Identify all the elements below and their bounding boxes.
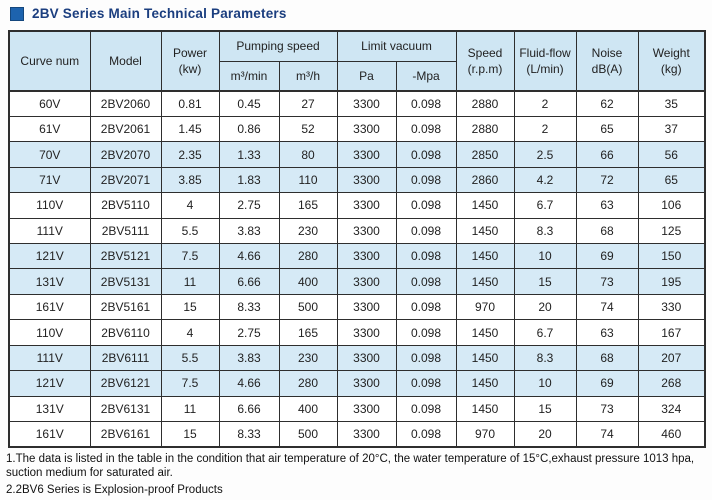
cell-m3-min: 3.83 bbox=[219, 218, 279, 243]
table-row bbox=[9, 167, 705, 192]
cell-mpa: 0.098 bbox=[396, 371, 456, 396]
cell-m3-h: 400 bbox=[279, 269, 337, 294]
table-row bbox=[9, 244, 705, 269]
cell-m3-h: 52 bbox=[279, 116, 337, 141]
cell-weight: 330 bbox=[638, 294, 705, 319]
cell-curve-num: 131V bbox=[9, 269, 90, 294]
cell-weight: 106 bbox=[638, 193, 705, 218]
cell-curve-num: 161V bbox=[9, 421, 90, 447]
cell-m3-min: 4.66 bbox=[219, 244, 279, 269]
header-m3-min: m³/min bbox=[219, 61, 279, 91]
cell-mpa: 0.098 bbox=[396, 167, 456, 192]
cell-noise: 72 bbox=[576, 167, 638, 192]
cell-noise: 68 bbox=[576, 218, 638, 243]
cell-model: 2BV5121 bbox=[90, 244, 161, 269]
cell-weight: 268 bbox=[638, 371, 705, 396]
header-mpa: -Mpa bbox=[396, 61, 456, 91]
cell-m3-min: 2.75 bbox=[219, 193, 279, 218]
cell-m3-min: 6.66 bbox=[219, 269, 279, 294]
cell-fluid-flow: 6.7 bbox=[514, 193, 576, 218]
cell-power: 4 bbox=[161, 193, 219, 218]
header-noise: Noise dB(A) bbox=[576, 31, 638, 91]
cell-m3-h: 280 bbox=[279, 244, 337, 269]
table-row bbox=[9, 142, 705, 167]
cell-speed: 2850 bbox=[456, 142, 514, 167]
cell-weight: 195 bbox=[638, 269, 705, 294]
cell-m3-min: 8.33 bbox=[219, 294, 279, 319]
cell-weight: 324 bbox=[638, 396, 705, 421]
cell-noise: 74 bbox=[576, 421, 638, 447]
cell-curve-num: 131V bbox=[9, 396, 90, 421]
cell-curve-num: 111V bbox=[9, 218, 90, 243]
cell-weight: 167 bbox=[638, 320, 705, 345]
cell-m3-h: 165 bbox=[279, 193, 337, 218]
cell-pa: 3300 bbox=[337, 91, 396, 116]
cell-model: 2BV6161 bbox=[90, 421, 161, 447]
cell-noise: 69 bbox=[576, 244, 638, 269]
cell-curve-num: 121V bbox=[9, 244, 90, 269]
cell-fluid-flow: 2 bbox=[514, 91, 576, 116]
table-row bbox=[9, 91, 705, 116]
cell-curve-num: 111V bbox=[9, 345, 90, 370]
cell-speed: 1450 bbox=[456, 396, 514, 421]
cell-speed: 2880 bbox=[456, 91, 514, 116]
cell-model: 2BV6110 bbox=[90, 320, 161, 345]
cell-weight: 56 bbox=[638, 142, 705, 167]
cell-speed: 1450 bbox=[456, 218, 514, 243]
table-row bbox=[9, 371, 705, 396]
cell-noise: 73 bbox=[576, 396, 638, 421]
cell-speed: 2860 bbox=[456, 167, 514, 192]
cell-mpa: 0.098 bbox=[396, 244, 456, 269]
cell-noise: 73 bbox=[576, 269, 638, 294]
cell-model: 2BV6121 bbox=[90, 371, 161, 396]
cell-m3-h: 165 bbox=[279, 320, 337, 345]
cell-m3-min: 0.86 bbox=[219, 116, 279, 141]
cell-power: 2.35 bbox=[161, 142, 219, 167]
header-power: Power (kw) bbox=[161, 31, 219, 91]
cell-fluid-flow: 8.3 bbox=[514, 345, 576, 370]
cell-speed: 970 bbox=[456, 421, 514, 447]
cell-weight: 37 bbox=[638, 116, 705, 141]
cell-mpa: 0.098 bbox=[396, 142, 456, 167]
table-row bbox=[9, 193, 705, 218]
cell-curve-num: 60V bbox=[9, 91, 90, 116]
cell-model: 2BV5111 bbox=[90, 218, 161, 243]
cell-speed: 970 bbox=[456, 294, 514, 319]
table-row bbox=[9, 218, 705, 243]
footnotes bbox=[6, 453, 708, 500]
cell-power: 4 bbox=[161, 320, 219, 345]
header-limit-vacuum: Limit vacuum bbox=[337, 31, 456, 61]
cell-noise: 69 bbox=[576, 371, 638, 396]
cell-pa: 3300 bbox=[337, 345, 396, 370]
cell-mpa: 0.098 bbox=[396, 421, 456, 447]
title-bullet-icon bbox=[10, 7, 24, 21]
cell-curve-num: 121V bbox=[9, 371, 90, 396]
cell-speed: 1450 bbox=[456, 269, 514, 294]
cell-speed: 1450 bbox=[456, 345, 514, 370]
cell-m3-min: 4.66 bbox=[219, 371, 279, 396]
header-model: Model bbox=[90, 31, 161, 91]
cell-curve-num: 71V bbox=[9, 167, 90, 192]
cell-weight: 35 bbox=[638, 91, 705, 116]
cell-m3-min: 2.75 bbox=[219, 320, 279, 345]
cell-noise: 65 bbox=[576, 116, 638, 141]
page-title-bar bbox=[10, 6, 287, 21]
table-row bbox=[9, 421, 705, 447]
header-curve-num: Curve num bbox=[9, 31, 90, 91]
cell-m3-min: 0.45 bbox=[219, 91, 279, 116]
cell-power: 15 bbox=[161, 294, 219, 319]
cell-m3-h: 230 bbox=[279, 218, 337, 243]
cell-curve-num: 110V bbox=[9, 320, 90, 345]
cell-m3-h: 280 bbox=[279, 371, 337, 396]
footnote-1: 1.The data is listed in the table in the condition that air temperature of 20°C, the water temperature of 15°C,exhaust pressure 1013 hpa, suction medium for saturated air. bbox=[6, 453, 695, 479]
cell-m3-h: 500 bbox=[279, 294, 337, 319]
cell-curve-num: 110V bbox=[9, 193, 90, 218]
cell-pa: 3300 bbox=[337, 193, 396, 218]
header-m3-h: m³/h bbox=[279, 61, 337, 91]
cell-m3-h: 230 bbox=[279, 345, 337, 370]
cell-mpa: 0.098 bbox=[396, 345, 456, 370]
cell-noise: 66 bbox=[576, 142, 638, 167]
cell-mpa: 0.098 bbox=[396, 218, 456, 243]
cell-fluid-flow: 6.7 bbox=[514, 320, 576, 345]
table-row bbox=[9, 294, 705, 319]
table-body bbox=[9, 91, 705, 447]
cell-pa: 3300 bbox=[337, 244, 396, 269]
cell-power: 15 bbox=[161, 421, 219, 447]
header-pa: Pa bbox=[337, 61, 396, 91]
cell-fluid-flow: 15 bbox=[514, 269, 576, 294]
cell-m3-min: 1.33 bbox=[219, 142, 279, 167]
cell-pa: 3300 bbox=[337, 320, 396, 345]
cell-m3-min: 8.33 bbox=[219, 421, 279, 447]
cell-model: 2BV2061 bbox=[90, 116, 161, 141]
cell-pa: 3300 bbox=[337, 269, 396, 294]
cell-weight: 125 bbox=[638, 218, 705, 243]
cell-mpa: 0.098 bbox=[396, 193, 456, 218]
cell-m3-min: 6.66 bbox=[219, 396, 279, 421]
header-pumping-speed: Pumping speed bbox=[219, 31, 337, 61]
table-row bbox=[9, 345, 705, 370]
cell-m3-h: 400 bbox=[279, 396, 337, 421]
cell-mpa: 0.098 bbox=[396, 116, 456, 141]
table-header bbox=[9, 31, 705, 91]
header-weight: Weight (kg) bbox=[638, 31, 705, 91]
cell-m3-min: 3.83 bbox=[219, 345, 279, 370]
cell-speed: 2880 bbox=[456, 116, 514, 141]
cell-weight: 65 bbox=[638, 167, 705, 192]
cell-weight: 460 bbox=[638, 421, 705, 447]
cell-model: 2BV6131 bbox=[90, 396, 161, 421]
cell-curve-num: 61V bbox=[9, 116, 90, 141]
cell-m3-min: 1.83 bbox=[219, 167, 279, 192]
footnote-2: 2.2BV6 Series is Explosion-proof Products bbox=[6, 484, 223, 497]
cell-speed: 1450 bbox=[456, 320, 514, 345]
cell-m3-h: 27 bbox=[279, 91, 337, 116]
cell-model: 2BV2060 bbox=[90, 91, 161, 116]
cell-model: 2BV2070 bbox=[90, 142, 161, 167]
cell-pa: 3300 bbox=[337, 116, 396, 141]
cell-fluid-flow: 4.2 bbox=[514, 167, 576, 192]
technical-parameters-table bbox=[8, 30, 706, 448]
cell-fluid-flow: 8.3 bbox=[514, 218, 576, 243]
page-title: 2BV Series Main Technical Parameters bbox=[32, 6, 287, 21]
cell-speed: 1450 bbox=[456, 244, 514, 269]
cell-pa: 3300 bbox=[337, 421, 396, 447]
cell-model: 2BV5110 bbox=[90, 193, 161, 218]
cell-pa: 3300 bbox=[337, 294, 396, 319]
cell-model: 2BV5131 bbox=[90, 269, 161, 294]
cell-weight: 207 bbox=[638, 345, 705, 370]
cell-power: 3.85 bbox=[161, 167, 219, 192]
cell-speed: 1450 bbox=[456, 371, 514, 396]
cell-pa: 3300 bbox=[337, 167, 396, 192]
cell-power: 5.5 bbox=[161, 345, 219, 370]
table-row bbox=[9, 320, 705, 345]
cell-fluid-flow: 10 bbox=[514, 371, 576, 396]
table-row bbox=[9, 269, 705, 294]
cell-fluid-flow: 2 bbox=[514, 116, 576, 141]
cell-power: 7.5 bbox=[161, 371, 219, 396]
cell-fluid-flow: 10 bbox=[514, 244, 576, 269]
header-speed: Speed (r.p.m) bbox=[456, 31, 514, 91]
cell-m3-h: 110 bbox=[279, 167, 337, 192]
cell-pa: 3300 bbox=[337, 218, 396, 243]
cell-fluid-flow: 20 bbox=[514, 294, 576, 319]
cell-fluid-flow: 20 bbox=[514, 421, 576, 447]
cell-mpa: 0.098 bbox=[396, 269, 456, 294]
cell-power: 11 bbox=[161, 269, 219, 294]
cell-noise: 62 bbox=[576, 91, 638, 116]
cell-pa: 3300 bbox=[337, 142, 396, 167]
cell-mpa: 0.098 bbox=[396, 396, 456, 421]
cell-speed: 1450 bbox=[456, 193, 514, 218]
cell-model: 2BV2071 bbox=[90, 167, 161, 192]
cell-power: 0.81 bbox=[161, 91, 219, 116]
cell-noise: 68 bbox=[576, 345, 638, 370]
cell-pa: 3300 bbox=[337, 371, 396, 396]
cell-pa: 3300 bbox=[337, 396, 396, 421]
cell-power: 1.45 bbox=[161, 116, 219, 141]
cell-noise: 74 bbox=[576, 294, 638, 319]
cell-power: 11 bbox=[161, 396, 219, 421]
cell-weight: 150 bbox=[638, 244, 705, 269]
cell-model: 2BV5161 bbox=[90, 294, 161, 319]
cell-noise: 63 bbox=[576, 320, 638, 345]
cell-m3-h: 80 bbox=[279, 142, 337, 167]
cell-mpa: 0.098 bbox=[396, 294, 456, 319]
cell-fluid-flow: 2.5 bbox=[514, 142, 576, 167]
cell-power: 5.5 bbox=[161, 218, 219, 243]
cell-mpa: 0.098 bbox=[396, 320, 456, 345]
cell-mpa: 0.098 bbox=[396, 91, 456, 116]
cell-noise: 63 bbox=[576, 193, 638, 218]
cell-model: 2BV6111 bbox=[90, 345, 161, 370]
header-fluid-flow: Fluid-flow (L/min) bbox=[514, 31, 576, 91]
cell-curve-num: 70V bbox=[9, 142, 90, 167]
cell-curve-num: 161V bbox=[9, 294, 90, 319]
cell-fluid-flow: 15 bbox=[514, 396, 576, 421]
cell-m3-h: 500 bbox=[279, 421, 337, 447]
table-row bbox=[9, 116, 705, 141]
cell-power: 7.5 bbox=[161, 244, 219, 269]
table-row bbox=[9, 396, 705, 421]
